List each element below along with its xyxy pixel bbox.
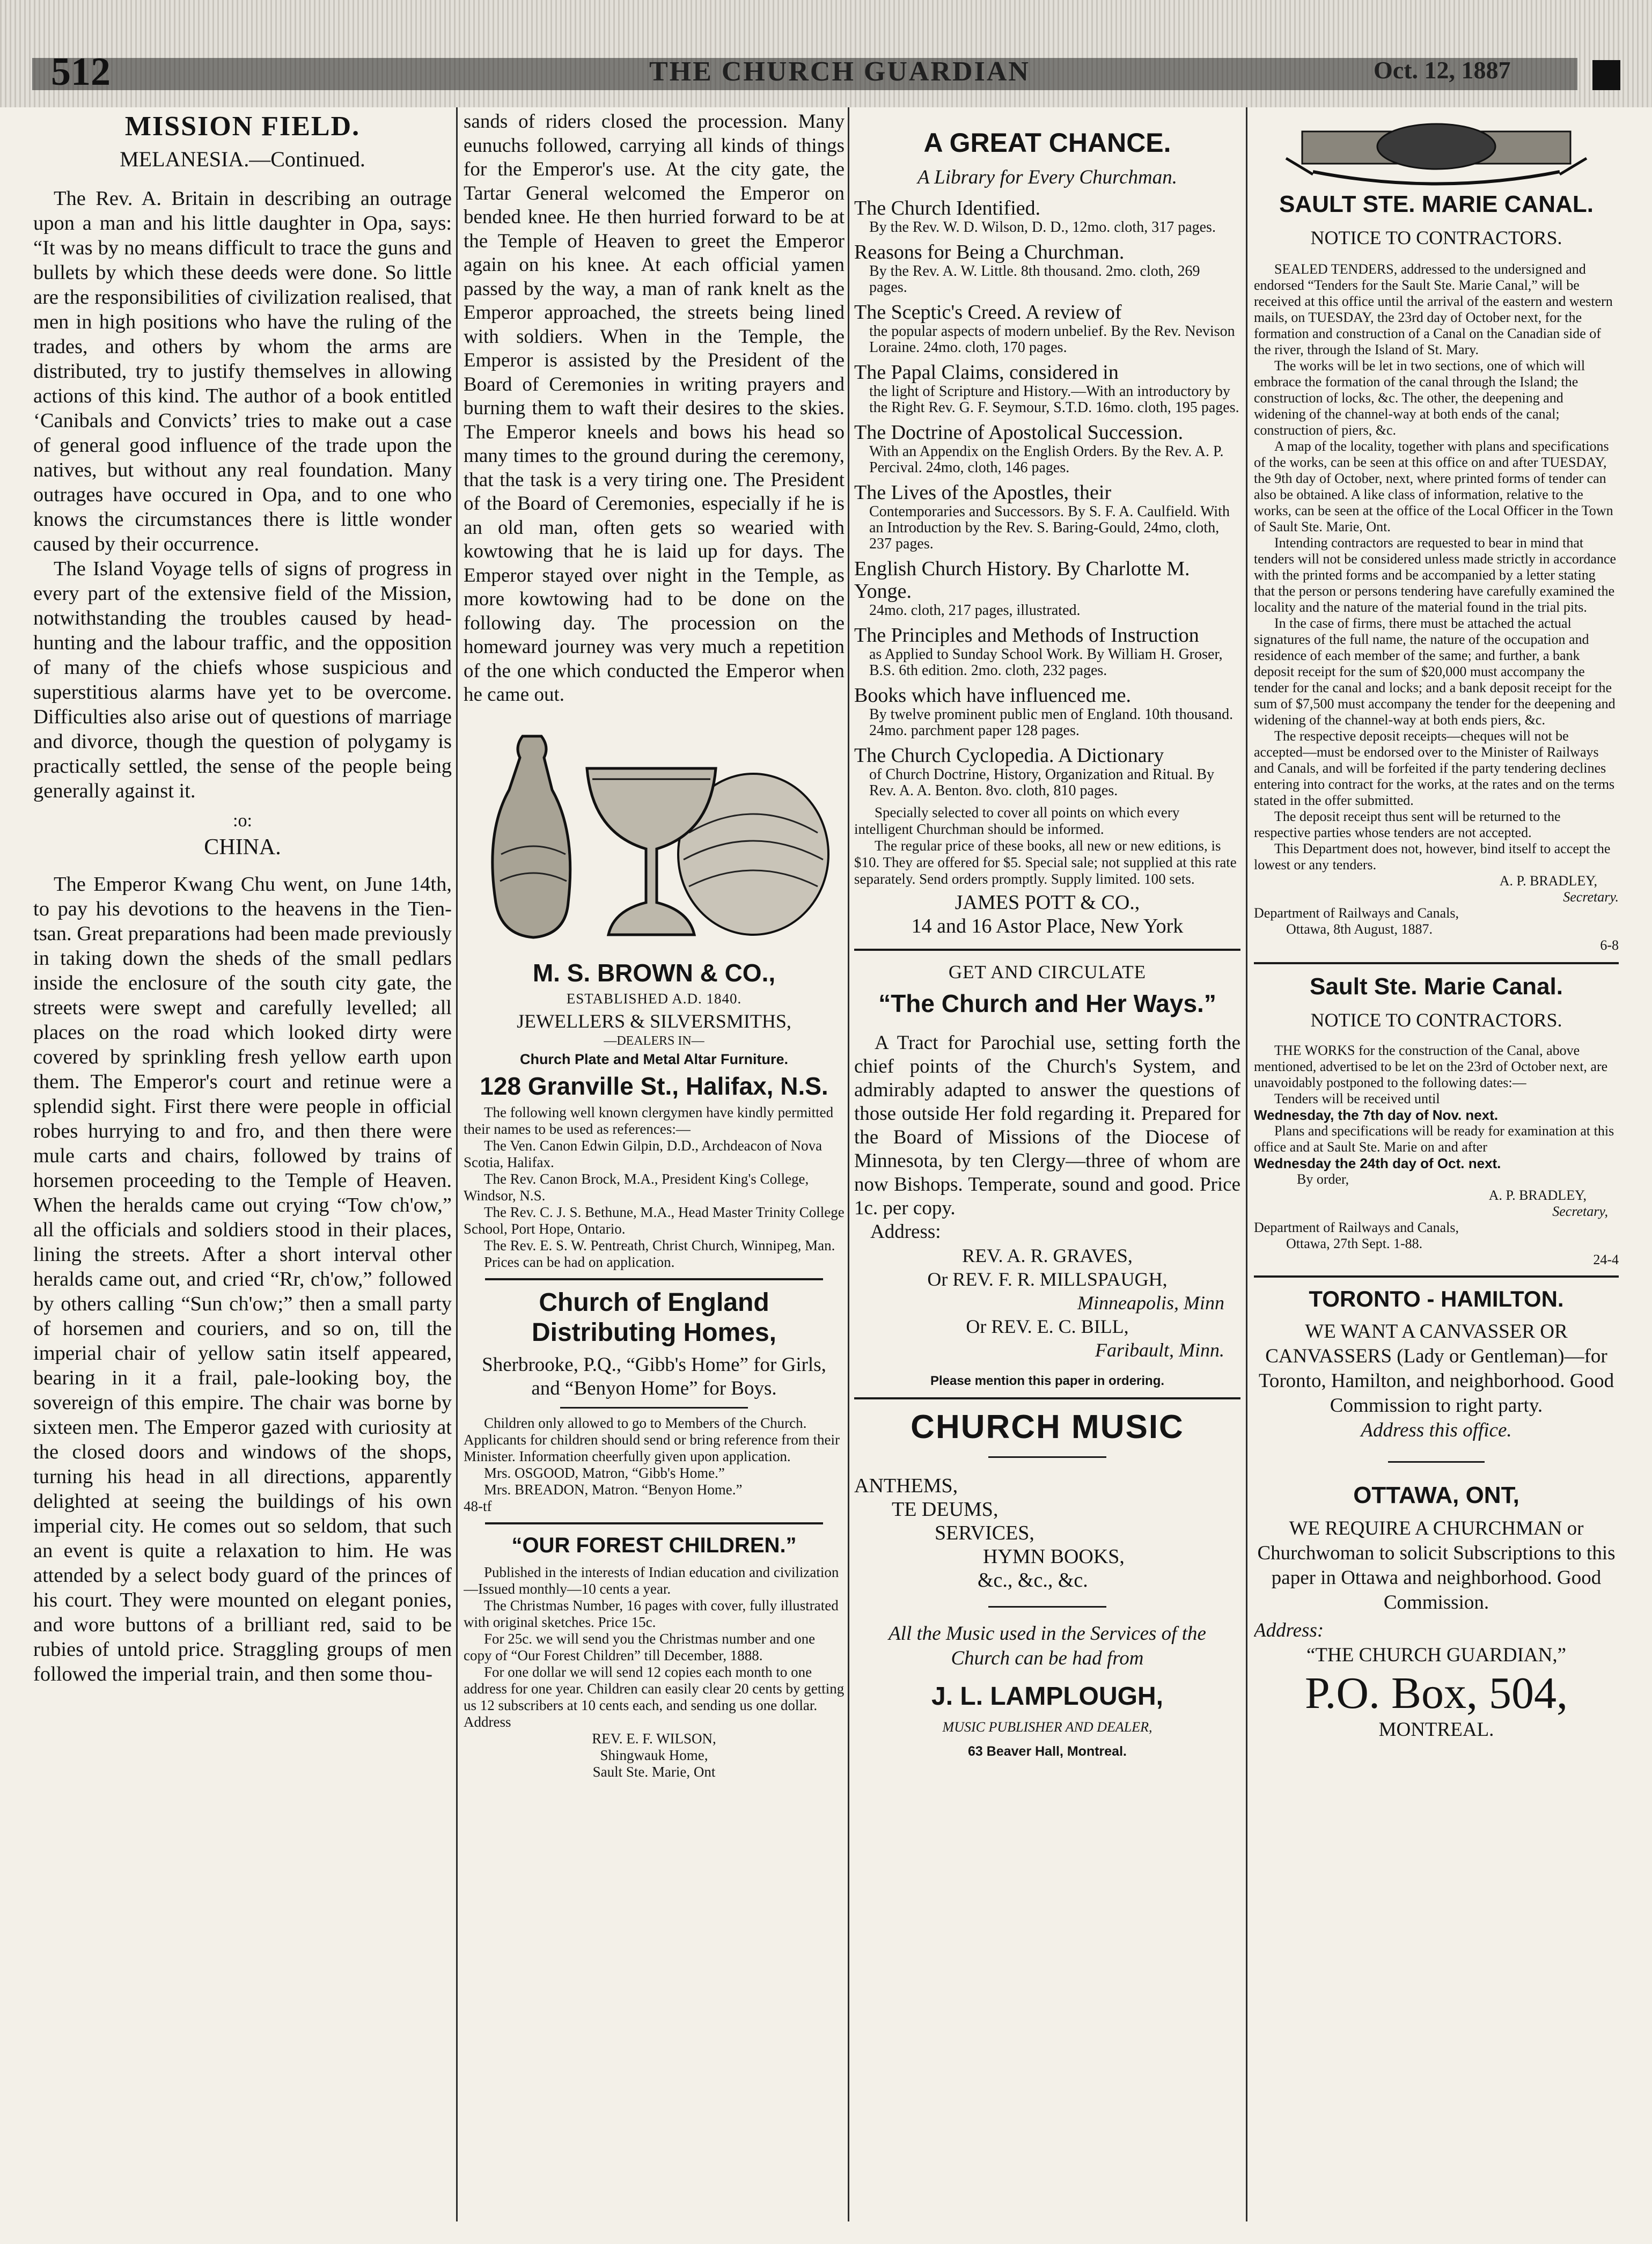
brown-dealers: —DEALERS IN— (604, 1033, 704, 1048)
tract-address: Minneapolis, Minn (1077, 1292, 1224, 1314)
toronto-hamilton-note: Address this office. (1361, 1419, 1512, 1441)
tract-address: Or REV. E. C. BILL, (966, 1316, 1129, 1337)
book-description: By the Rev. A. W. Little. 8th thousand. 2mo. cloth, 269 pages. (869, 263, 1200, 296)
book-title: English Church History. By Charlotte M. Yonge. (854, 558, 1190, 603)
book-item (854, 624, 1240, 679)
running-title: THE CHURCH GUARDIAN (649, 56, 1030, 87)
brown-plate: Church Plate and Metal Altar Furniture. (519, 1051, 789, 1067)
dateline: Oct. 12, 1887 (1374, 56, 1511, 84)
brown-reference: The Rev. C. J. S. Bethune, M.A., Head Master Trinity College School, Port Hope, Ontario. (464, 1204, 845, 1237)
canal-notice-heading-2: NOTICE TO CONTRACTORS. (1310, 1009, 1562, 1031)
tract-title: “The Church and Her Ways.” (878, 989, 1216, 1017)
canal-title-2: Sault Ste. Marie Canal. (1310, 973, 1563, 1000)
book-title: The Church Cyclopedia. A Dictionary (854, 744, 1164, 767)
ottawa-title: OTTAWA, ONT, (1353, 1482, 1519, 1508)
canal-postponement-text: THE WORKS for the construction of the Canal, above mentioned, advertised to be let on the 23rd of October next, are unavoidably postponed to the following dates:— (1254, 1043, 1608, 1090)
canal-tender-text: Intending contractors are requested to bear in mind that tenders will not be considered unless made strictly in accordance with the printed forms and be accompanied by a letter stating that the person or persons tendering have carefully examined the locality and the nature of the material found in the trial pits. (1254, 535, 1617, 615)
canal-postponement-date: Wednesday, the 7th day of Nov. next. (1254, 1107, 1499, 1123)
church-music-heading: CHURCH MUSIC (911, 1409, 1184, 1446)
book-description: By twelve prominent public men of England. 10th thousand. 24mo. parchment paper 128 pages. (869, 706, 1234, 739)
distributing-homes-body: Sherbrooke, P.Q., “Gibb's Home” for Girls, and “Benyon Home” for Boys. (482, 1353, 826, 1399)
jewellery-illustration (464, 725, 845, 951)
book-item (854, 684, 1240, 739)
canal-date: Ottawa, 8th August, 1887. (1286, 921, 1433, 937)
book-item (854, 361, 1240, 416)
page-number: 512 (51, 50, 111, 94)
forest-children-text: For 25c. we will send you the Christmas number and one copy of “Our Forest Children” till December, 1888. (464, 1630, 816, 1663)
column-2 (464, 110, 845, 2219)
canal-department: Department of Railways and Canals, (1254, 1220, 1459, 1235)
column-3 (854, 110, 1240, 2219)
ad-divider (485, 1278, 823, 1280)
ad-divider (854, 1397, 1240, 1399)
canal-notice-heading: NOTICE TO CONTRACTORS. (1310, 227, 1562, 248)
canal-ref: 6-8 (1600, 937, 1619, 953)
china-heading: CHINA. (204, 835, 281, 860)
book-title: Books which have influenced me. (854, 684, 1132, 707)
ad-divider (988, 1606, 1106, 1608)
library-price: The regular price of these books, all new or new editions, is $10. They are offered for $5. Special sale; not supplied at this rate separately. Send orders promptly. Supply limited. 100 sets. (854, 838, 1237, 887)
island-voyage-paragraph: The Island Voyage tells of signs of progress in every part of the extensive field of the Mission, notwithstanding the troubles caused by head-hunting and the labour traffic, and the opposition of many of the chiefs whose suspicious and superstitious alarms have yet to be overcome. Difficulties also arise out of questions of marriage and divorce, though the question of polygamy is practically settled, the sense of the people being generally against it. (33, 558, 452, 802)
canal-title: SAULT STE. MARIE CANAL. (1279, 191, 1594, 217)
section-divider: :o: (233, 811, 252, 831)
brown-reference: The Ven. Canon Edwin Gilpin, D.D., Archdeacon of Nova Scotia, Halifax. (464, 1137, 823, 1170)
book-description: With an Appendix on the English Orders. By the Rev. A. P. Percival. 24mo, cloth, 146 pages. (869, 443, 1224, 476)
book-title: The Papal Claims, considered in (854, 361, 1119, 384)
matron-breadon: Mrs. BREADON, Matron. “Benyon Home.” (484, 1481, 743, 1498)
ad-divider (1254, 1275, 1619, 1278)
great-chance-heading: A GREAT CHANCE. (923, 128, 1171, 158)
brown-prices: Prices can be had on application. (484, 1253, 675, 1270)
forest-children-text: For one dollar we will send 12 copies each month to one address for one year. Children can easily clear 20 cents by getting us 12 subscribers at 10 cents each, and sending us one dollar. Address (464, 1663, 845, 1730)
book-item (854, 481, 1240, 552)
running-head (0, 0, 1652, 107)
ad-divider (1388, 1461, 1485, 1463)
book-title: The Church Identified. (854, 197, 1041, 219)
book-item (854, 197, 1240, 236)
corner-marker (1592, 60, 1620, 90)
canal-postponement-text: Tenders will be received until (1274, 1091, 1440, 1106)
music-trade: MUSIC PUBLISHER AND DEALER, (942, 1719, 1152, 1735)
canal-department: Department of Railways and Canals, (1254, 905, 1459, 921)
ottawa-city: MONTREAL. (1378, 1719, 1494, 1741)
column-1 (33, 110, 452, 2219)
ad-divider (485, 1522, 823, 1524)
brown-address: 128 Granville St., Halifax, N.S. (480, 1072, 828, 1100)
distributing-homes-note: Children only allowed to go to Members of the Church. Applicants for children should send or bring reference from their Minister. Information cheerfully given upon application. (464, 1414, 840, 1464)
coat-of-arms-icon (1254, 110, 1619, 190)
music-item: &c., &c., &c. (978, 1569, 1088, 1592)
book-list (854, 197, 1240, 799)
canal-signature-role: Secretary. (1563, 889, 1619, 905)
tract-body: A Tract for Parochial use, setting forth the chief points of the Church's System, and admirably adapted to answer the questions of those outside Her fold regarding it. Prepared for the Board of Missions of the Diocese of Minnesota, by ten Clergy—three of whom are now Bishops. Temperate, sound and good. Price 1c. per copy. (854, 1032, 1240, 1219)
music-note: All the Music used in the Services of the Church can be had from (889, 1623, 1206, 1669)
book-description: the popular aspects of modern unbelief. By the Rev. Nevison Loraine. 24mo. cloth, 170 pages. (869, 323, 1235, 356)
book-item (854, 558, 1240, 619)
music-item: ANTHEMS, (854, 1475, 958, 1497)
china-paragraph: The Emperor Kwang Chu went, on June 14th, to pay his devotions to the heavens in the Tien-tsan. Great preparations had been made previously in taking down the sheds of the small pedlars inside the enclosure of the south city gate, the streets were swept and carefully levelled; all places on the road which looked dirty were covered by sprinkling fresh yellow earth upon them. The Emperor's court and retinue were a splendid sight. First there were people in official robes hurrying to and fro, and then there were mule carts and chairs, followed by trains of horsemen proceeding to the Temple of Heaven. When the heralds came out crying “Tow ch'ow,” all the officials and soldiers stood in their places, lining the streets. After a short interval other heralds came out, and cried “Rr, ch'ow,” followed by others calling “Sun ch'ow;” then a small party of horsemen and couriers, and so on, till the imperial chair of yellow satin itself appeared, bearing in it a frail, pale-looking boy, the sovereign of this empire. The chair was borne by sixteen men. The Emperor gazed with curiosity at the closed doors and windows of the shops, turning his head in all directions, apparently delighted at seeing the buildings of his own imperial city. He comes out so seldom, that such an event is quite a relaxation to him. He was attended by a select body guard of the princes of his court. They were mounted on elegant ponies, and wore buttons of a brilliant red, said to be rubies of untold price. Straggling groups of men followed the imperial train, and then some thou- (33, 873, 452, 1685)
book-description: the light of Scripture and History.—With an introductory by the Right Rev. G. F. Seymour, S.T.D. 16mo. cloth, 195 pages. (869, 383, 1239, 416)
column-rule (456, 107, 458, 2221)
canal-signature: A. P. BRADLEY, (1499, 873, 1597, 889)
publisher-name: JAMES POTT & CO., (955, 891, 1140, 914)
tract-address: Or REV. F. R. MILLSPAUGH, (927, 1268, 1168, 1290)
forest-children-text: Published in the interests of Indian education and civilization—Issued monthly—10 cents a year. (464, 1564, 839, 1597)
book-title: The Lives of the Apostles, their (854, 481, 1112, 504)
music-items (854, 1474, 1240, 1592)
book-title: The Sceptic's Creed. A review of (854, 301, 1122, 324)
canal-postponement-text: Plans and specifications will be ready for examination at this office and at Sault Ste. Marie on and after (1254, 1123, 1614, 1155)
music-dealer: J. L. LAMPLOUGH, (931, 1682, 1163, 1711)
column-rule (848, 107, 849, 2221)
tract-heading: GET AND CIRCULATE (948, 962, 1147, 982)
ottawa-paper-name: “THE CHURCH GUARDIAN,” (1306, 1644, 1567, 1666)
brown-reference: The Rev. Canon Brock, M.A., President King's College, Windsor, N.S. (464, 1170, 809, 1204)
music-item: TE DEUMS, (892, 1498, 998, 1521)
brown-established: ESTABLISHED A.D. 1840. (566, 990, 742, 1007)
canal-signature-role: Secretary, (1552, 1204, 1608, 1219)
book-title: The Principles and Methods of Instruction (854, 624, 1199, 647)
ad-divider (560, 1407, 748, 1409)
book-title: The Doctrine of Apostolical Succession. (854, 421, 1184, 444)
distributing-homes-title: Church of England Distributing Homes, (531, 1288, 777, 1347)
brown-reference: The Rev. E. S. W. Pentreath, Christ Church, Winnipeg, Man. (484, 1237, 835, 1253)
ottawa-address-label: Address: (1254, 1619, 1324, 1641)
book-item (854, 744, 1240, 799)
forest-signature: Sault Ste. Marie, Ont (592, 1763, 716, 1780)
canal-ref: 24-4 (1593, 1252, 1619, 1267)
canal-tender-text: A map of the locality, together with plans and specifications of the works, can be seen at this office on and after TUESDAY, the 9th day of October, next, where printed forms of tender can also be obtained. A like class of information, relative to the works, can be seen at the office of the Local Officer in the Town of Sault Ste. Marie, Ont. (1254, 438, 1613, 534)
canal-signature: A. P. BRADLEY, (1488, 1187, 1587, 1203)
canal-tender-text: The respective deposit receipts—cheques will not be accepted—must be endorsed over to the Minister of Railways and Canals, and will be forfeited if the party tendering declines entering into contract for the works, at the rates and on the terms stated in the offer submitted. (1254, 728, 1615, 808)
canal-emblem (1254, 110, 1619, 190)
brown-trade: JEWELLERS & SILVERSMITHS, (517, 1010, 791, 1032)
tract-address-label: Address: (870, 1221, 941, 1243)
chalice-and-flagon-engraving (464, 725, 839, 951)
canal-tender-text: The deposit receipt thus sent will be returned to the respective parties whose tenders are not accepted. (1254, 809, 1561, 840)
music-item: HYMN BOOKS, (983, 1545, 1125, 1568)
book-description: of Church Doctrine, History, Organization and Ritual. By Rev. A. A. Benton. 8vo. cloth, 810 pages. (869, 766, 1215, 799)
ad-divider (1254, 962, 1619, 964)
canal-tender-text: This Department does not, however, bind itself to accept the lowest or any tenders. (1254, 841, 1611, 872)
mission-field-heading: MISSION FIELD. (124, 111, 361, 142)
canal-postponement-date: Wednesday the 24th day of Oct. next. (1254, 1155, 1501, 1171)
book-item (854, 241, 1240, 296)
tract-address: Faribault, Minn. (1095, 1339, 1224, 1361)
toronto-hamilton-title: TORONTO - HAMILTON. (1309, 1286, 1564, 1311)
melanesia-subheading: MELANESIA.—Continued. (120, 147, 365, 171)
forest-signature: REV. E. F. WILSON, (592, 1730, 716, 1747)
mention-paper-note: Please mention this paper in ordering. (930, 1374, 1165, 1388)
toronto-hamilton-body: WE WANT A CANVASSER OR CANVASSERS (Lady or Gentleman)—for Toronto, Hamilton, and neighborhood. Good Commission to right party. (1258, 1321, 1614, 1417)
matron-osgood: Mrs. OSGOOD, Matron, “Gibb's Home.” (484, 1464, 725, 1481)
music-item: SERVICES, (935, 1522, 1034, 1544)
canal-date: Ottawa, 27th Sept. 1-88. (1286, 1236, 1423, 1251)
book-description: By the Rev. W. D. Wilson, D. D., 12mo. cloth, 317 pages. (869, 219, 1216, 236)
tract-address: REV. A. R. GRAVES, (962, 1245, 1133, 1266)
ad-divider (988, 1456, 1106, 1458)
column-4 (1254, 110, 1619, 2219)
music-address: 63 Beaver Hall, Montreal. (968, 1744, 1127, 1759)
procession-paragraph: sands of riders closed the procession. Many eunuchs followed, carrying all kinds of things for the Emperor's use. At the city gate, the Tartar General welcomed the Emperor on bended knee. He then hurried forward to be at the Temple of Heaven to greet the Emperor again on his knee. At each official yamen passed by the way, a man of rank knelt as the Emperor approached, the streets being lined with soldiers. When in the Temple, the Emperor is assisted by the President of the Board of Ceremonies in writing prayers and burning them to waft their desires to the skies. The Emperor kneels and bows his head so many times to the ground during the ceremony, that the task is a very tiring one. The President of the Board of Ceremonies, especially if he is an old man, often gets so wearied with kowtowing that he is laid up for days. The Emperor stayed over night in the Temple, as more kowtowing had to be done on the following day. The procession on the homeward journey was very much a repetition of the one which conducted the Emperor when he came out. (464, 111, 845, 706)
book-description: as Applied to Sunday School Work. By William H. Groser, B.S. 6th edition. 2mo. cloth, 232 pages. (869, 646, 1223, 679)
canal-tender-text: The works will be let in two sections, one of which will embrace the formation of the canal through the Island; the construction of locks, &c. The other, the deepening and widening of the channel-way at both ends of the canal; construction of piers, &c. (1254, 358, 1585, 438)
forest-children-text: The Christmas Number, 16 pages with cover, fully illustrated with original sketches. Price 15c. (464, 1597, 839, 1630)
brown-company-name: M. S. BROWN & CO., (532, 958, 776, 987)
book-title: Reasons for Being a Churchman. (854, 241, 1125, 263)
ottawa-po-box: P.O. Box, 504, (1304, 1668, 1568, 1718)
publisher-address: 14 and 16 Astor Place, New York (911, 915, 1184, 937)
library-note: Specially selected to cover all points on which every intelligent Churchman should be informed. (854, 804, 1180, 837)
forest-children-title: “OUR FOREST CHILDREN.” (511, 1533, 797, 1557)
brown-references-intro: The following well known clergymen have kindly permitted their names to be used as references:— (464, 1104, 834, 1137)
book-description: 24mo. cloth, 217 pages, illustrated. (869, 602, 1081, 619)
melanesia-paragraph: The Rev. A. Britain in describing an outrage upon a man and his little daughter in Opa, says: “It was by no means difficult to trace the guns and bullets by which these deeds were done. So little are the responsibilities of civilization realised, that men in high positions who have the ruling of the trades, and others by whom the arms are distributed, try to justify themselves in allowing actions of this kind. The author of a book entitled ‘Canibals and Convicts’ tries to make out a case of general good influence of the trade upon the natives, but without any real foundation. Many outrages have occured in Opa, and to one who knows the circumstances there is little wonder caused by their occurrence. (33, 187, 452, 555)
book-item (854, 421, 1240, 476)
canal-tender-text: SEALED TENDERS, addressed to the undersigned and endorsed “Tenders for the Sault Ste. Marie Canal,” will be received at this office until the arrival of the eastern and western mails, on TUESDAY, the 23rd day of October next, for the formation and construction of a Canal on the Canadian side of the river, through the Island of St. Mary. (1254, 261, 1613, 357)
ad-reference-code: 48-tf (464, 1498, 492, 1514)
forest-signature: Shingwauk Home, (600, 1747, 708, 1763)
book-description: Contemporaries and Successors. By S. F. A. Caulfield. With an Introduction by the Rev. S. Baring-Gould, 24mo, cloth, 237 pages. (869, 503, 1230, 552)
canal-by-order: By order, (1297, 1171, 1349, 1187)
library-subheading: A Library for Every Churchman. (917, 166, 1178, 188)
canal-tender-text: In the case of firms, there must be attached the actual signatures of the full name, the nature of the occupation and residence of each member of the same; and further, a bank deposit receipt for the sum of $20,000 must accompany the tender for the canal and locks; and a bank deposit receipt for the sum of $7,500 must accompany the tender for the deepening and widening of the channel-way at both ends piers, &c. (1254, 615, 1616, 728)
column-rule (1246, 107, 1247, 2221)
ottawa-body: WE REQUIRE A CHURCHMAN or Churchwoman to solicit Subscriptions to this paper in Ottawa and neighborhood. Good Commission. (1257, 1517, 1616, 1614)
ad-divider (854, 949, 1240, 951)
book-item (854, 301, 1240, 356)
